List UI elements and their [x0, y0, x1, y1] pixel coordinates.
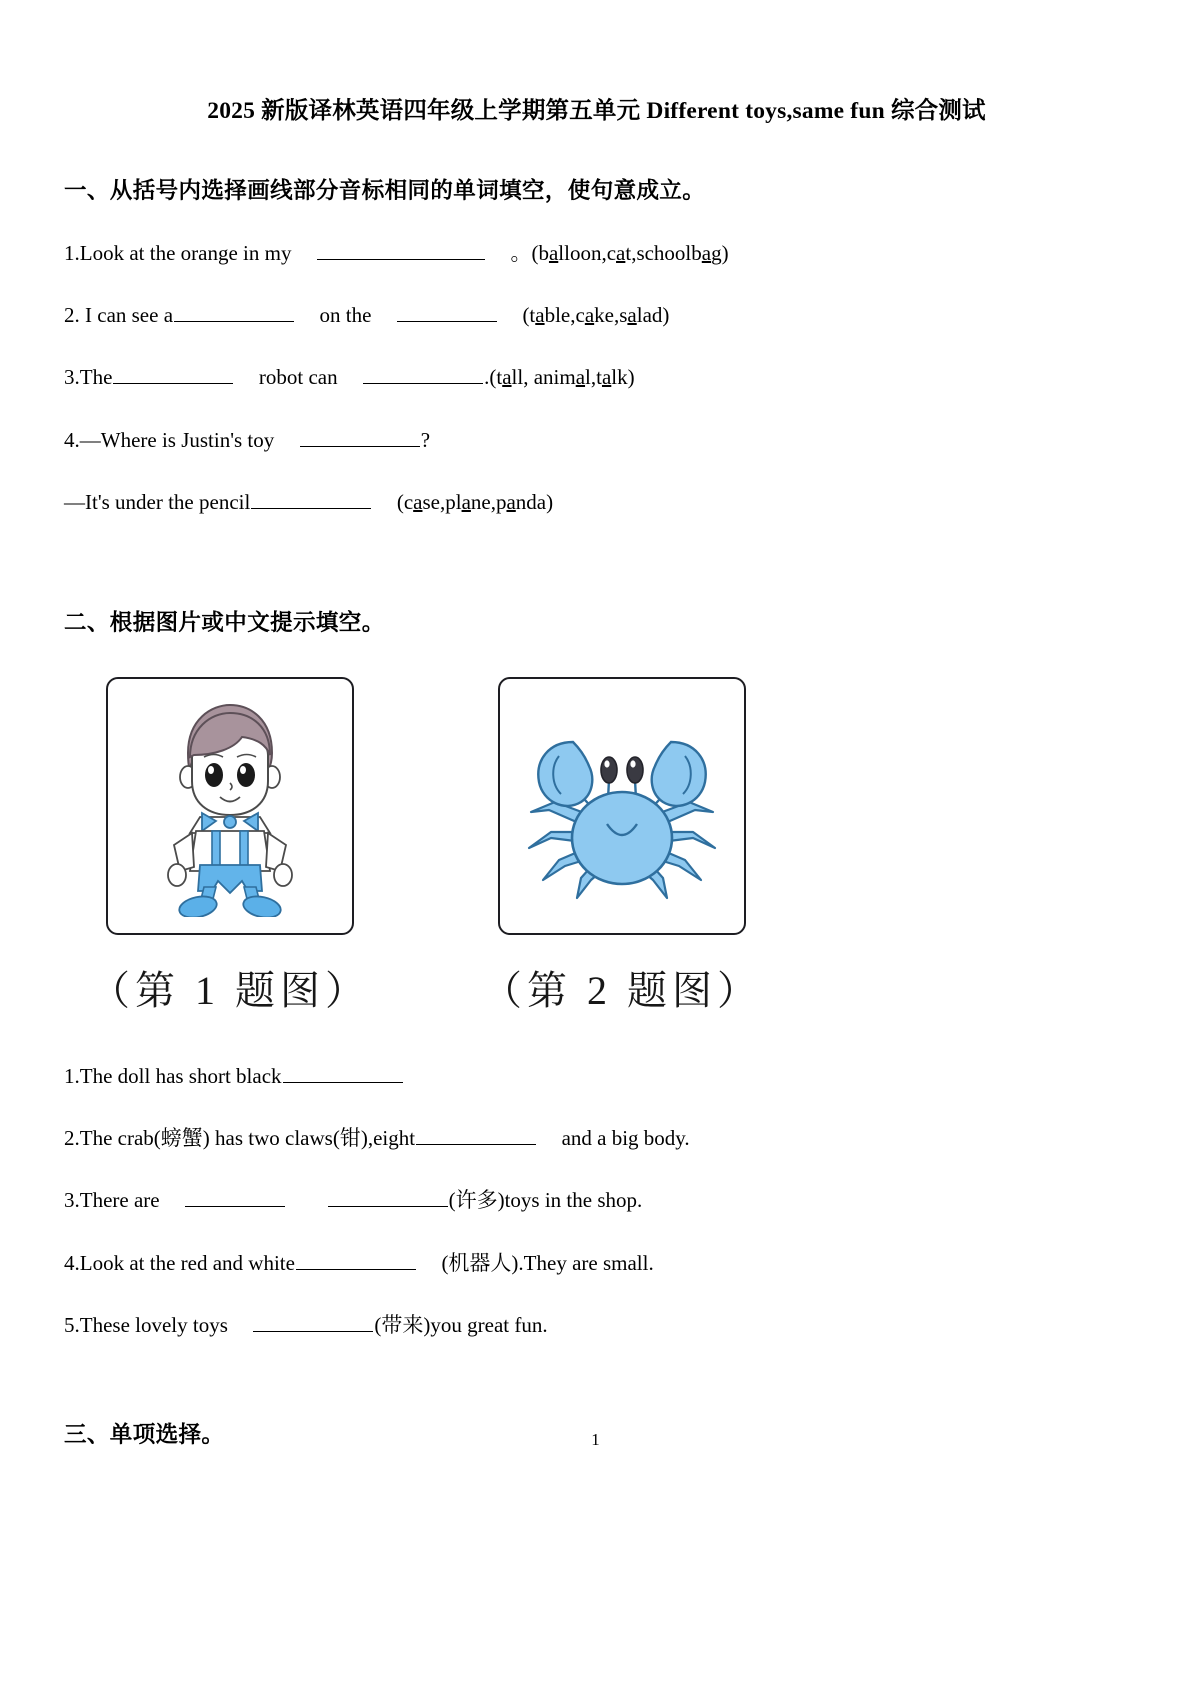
- answer-blank[interactable]: [363, 361, 483, 384]
- s2q4-text-b: (机器人).They are small.: [441, 1250, 654, 1275]
- section1-question-2: [64, 299, 1129, 329]
- s2q2-text-b: and a big body.: [561, 1125, 690, 1150]
- answer-blank[interactable]: [296, 1247, 416, 1270]
- section-heading-three: 三、单项选择。: [64, 1422, 225, 1448]
- q2-text-b: on the: [319, 302, 372, 327]
- s2q4-text-a: 4.Look at the red and white: [64, 1250, 295, 1275]
- section1-question-4: [64, 424, 1129, 454]
- section2-question-5: [64, 1309, 1129, 1339]
- picture-caption-1: （第 1 题图）: [90, 967, 370, 1013]
- answer-blank[interactable]: [416, 1122, 536, 1145]
- q4-text-a: 4.—Where is Justin's toy: [64, 427, 275, 452]
- s2q5-text-b: (带来)you great fun.: [374, 1313, 548, 1338]
- picture-caption-2: （第 2 题图）: [482, 967, 762, 1013]
- crab-illustration: [515, 708, 729, 904]
- answer-blank[interactable]: [251, 486, 371, 509]
- picture-row: [64, 677, 1129, 1016]
- s2q3-text-a: 3.There are: [64, 1188, 160, 1213]
- answer-blank[interactable]: [328, 1184, 448, 1207]
- picture-block-1: [90, 677, 370, 1016]
- answer-blank[interactable]: [174, 299, 294, 322]
- q3-text-a: 3.The: [64, 365, 113, 390]
- q4-text-b: ?: [420, 427, 431, 452]
- q1-text-before: 1.Look at the orange in my: [64, 240, 292, 265]
- page-number: 1: [591, 1430, 600, 1449]
- section1-question-3: [64, 361, 1129, 391]
- answer-blank[interactable]: [300, 424, 420, 447]
- q1-choices: 。(balloon,cat,schoolbag): [510, 240, 729, 265]
- answer-blank[interactable]: [283, 1060, 403, 1083]
- answer-blank[interactable]: [185, 1184, 285, 1207]
- picture-frame-doll: [106, 677, 354, 935]
- section-heading-one: 一、从括号内选择画线部分音标相同的单词填空，使句意成立。: [64, 177, 706, 203]
- answer-blank[interactable]: [317, 237, 485, 260]
- section2-question-2: [64, 1122, 1129, 1152]
- section1-question-1: [64, 237, 1129, 267]
- section1-question-4-answer: [64, 486, 1129, 516]
- q3-choices: .(tall, animal,talk): [484, 365, 635, 390]
- page-content: [64, 0, 1129, 1449]
- s2q1-text-a: 1.The doll has short black: [64, 1063, 282, 1088]
- q4b-choices: (case,plane,panda): [396, 490, 554, 515]
- section-heading-two: 二、根据图片或中文提示填空。: [64, 609, 385, 635]
- section2-question-3: [64, 1184, 1129, 1214]
- answer-blank[interactable]: [397, 299, 497, 322]
- s2q5-text-a: 5.These lovely toys: [64, 1313, 228, 1338]
- q4b-text-a: —It's under the pencil: [64, 490, 251, 515]
- page-title: 2025 新版译林英语四年级上学期第五单元 Different toys,same fun 综合测试: [207, 98, 986, 124]
- answer-blank[interactable]: [113, 361, 233, 384]
- picture-frame-crab: [498, 677, 746, 935]
- s2q2-text-a: 2.The crab(螃蟹) has two claws(钳),eight: [64, 1125, 416, 1150]
- q2-choices: (table,cake,salad): [522, 302, 670, 327]
- doll-boy-illustration: [130, 695, 330, 917]
- section2-question-4: [64, 1247, 1129, 1277]
- section2-question-1: [64, 1060, 1129, 1090]
- s2q3-text-c: (许多)toys in the shop.: [448, 1188, 643, 1213]
- picture-block-2: [482, 677, 762, 1016]
- q3-text-b: robot can: [258, 365, 338, 390]
- q2-text-a: 2. I can see a: [64, 302, 174, 327]
- answer-blank[interactable]: [253, 1309, 373, 1332]
